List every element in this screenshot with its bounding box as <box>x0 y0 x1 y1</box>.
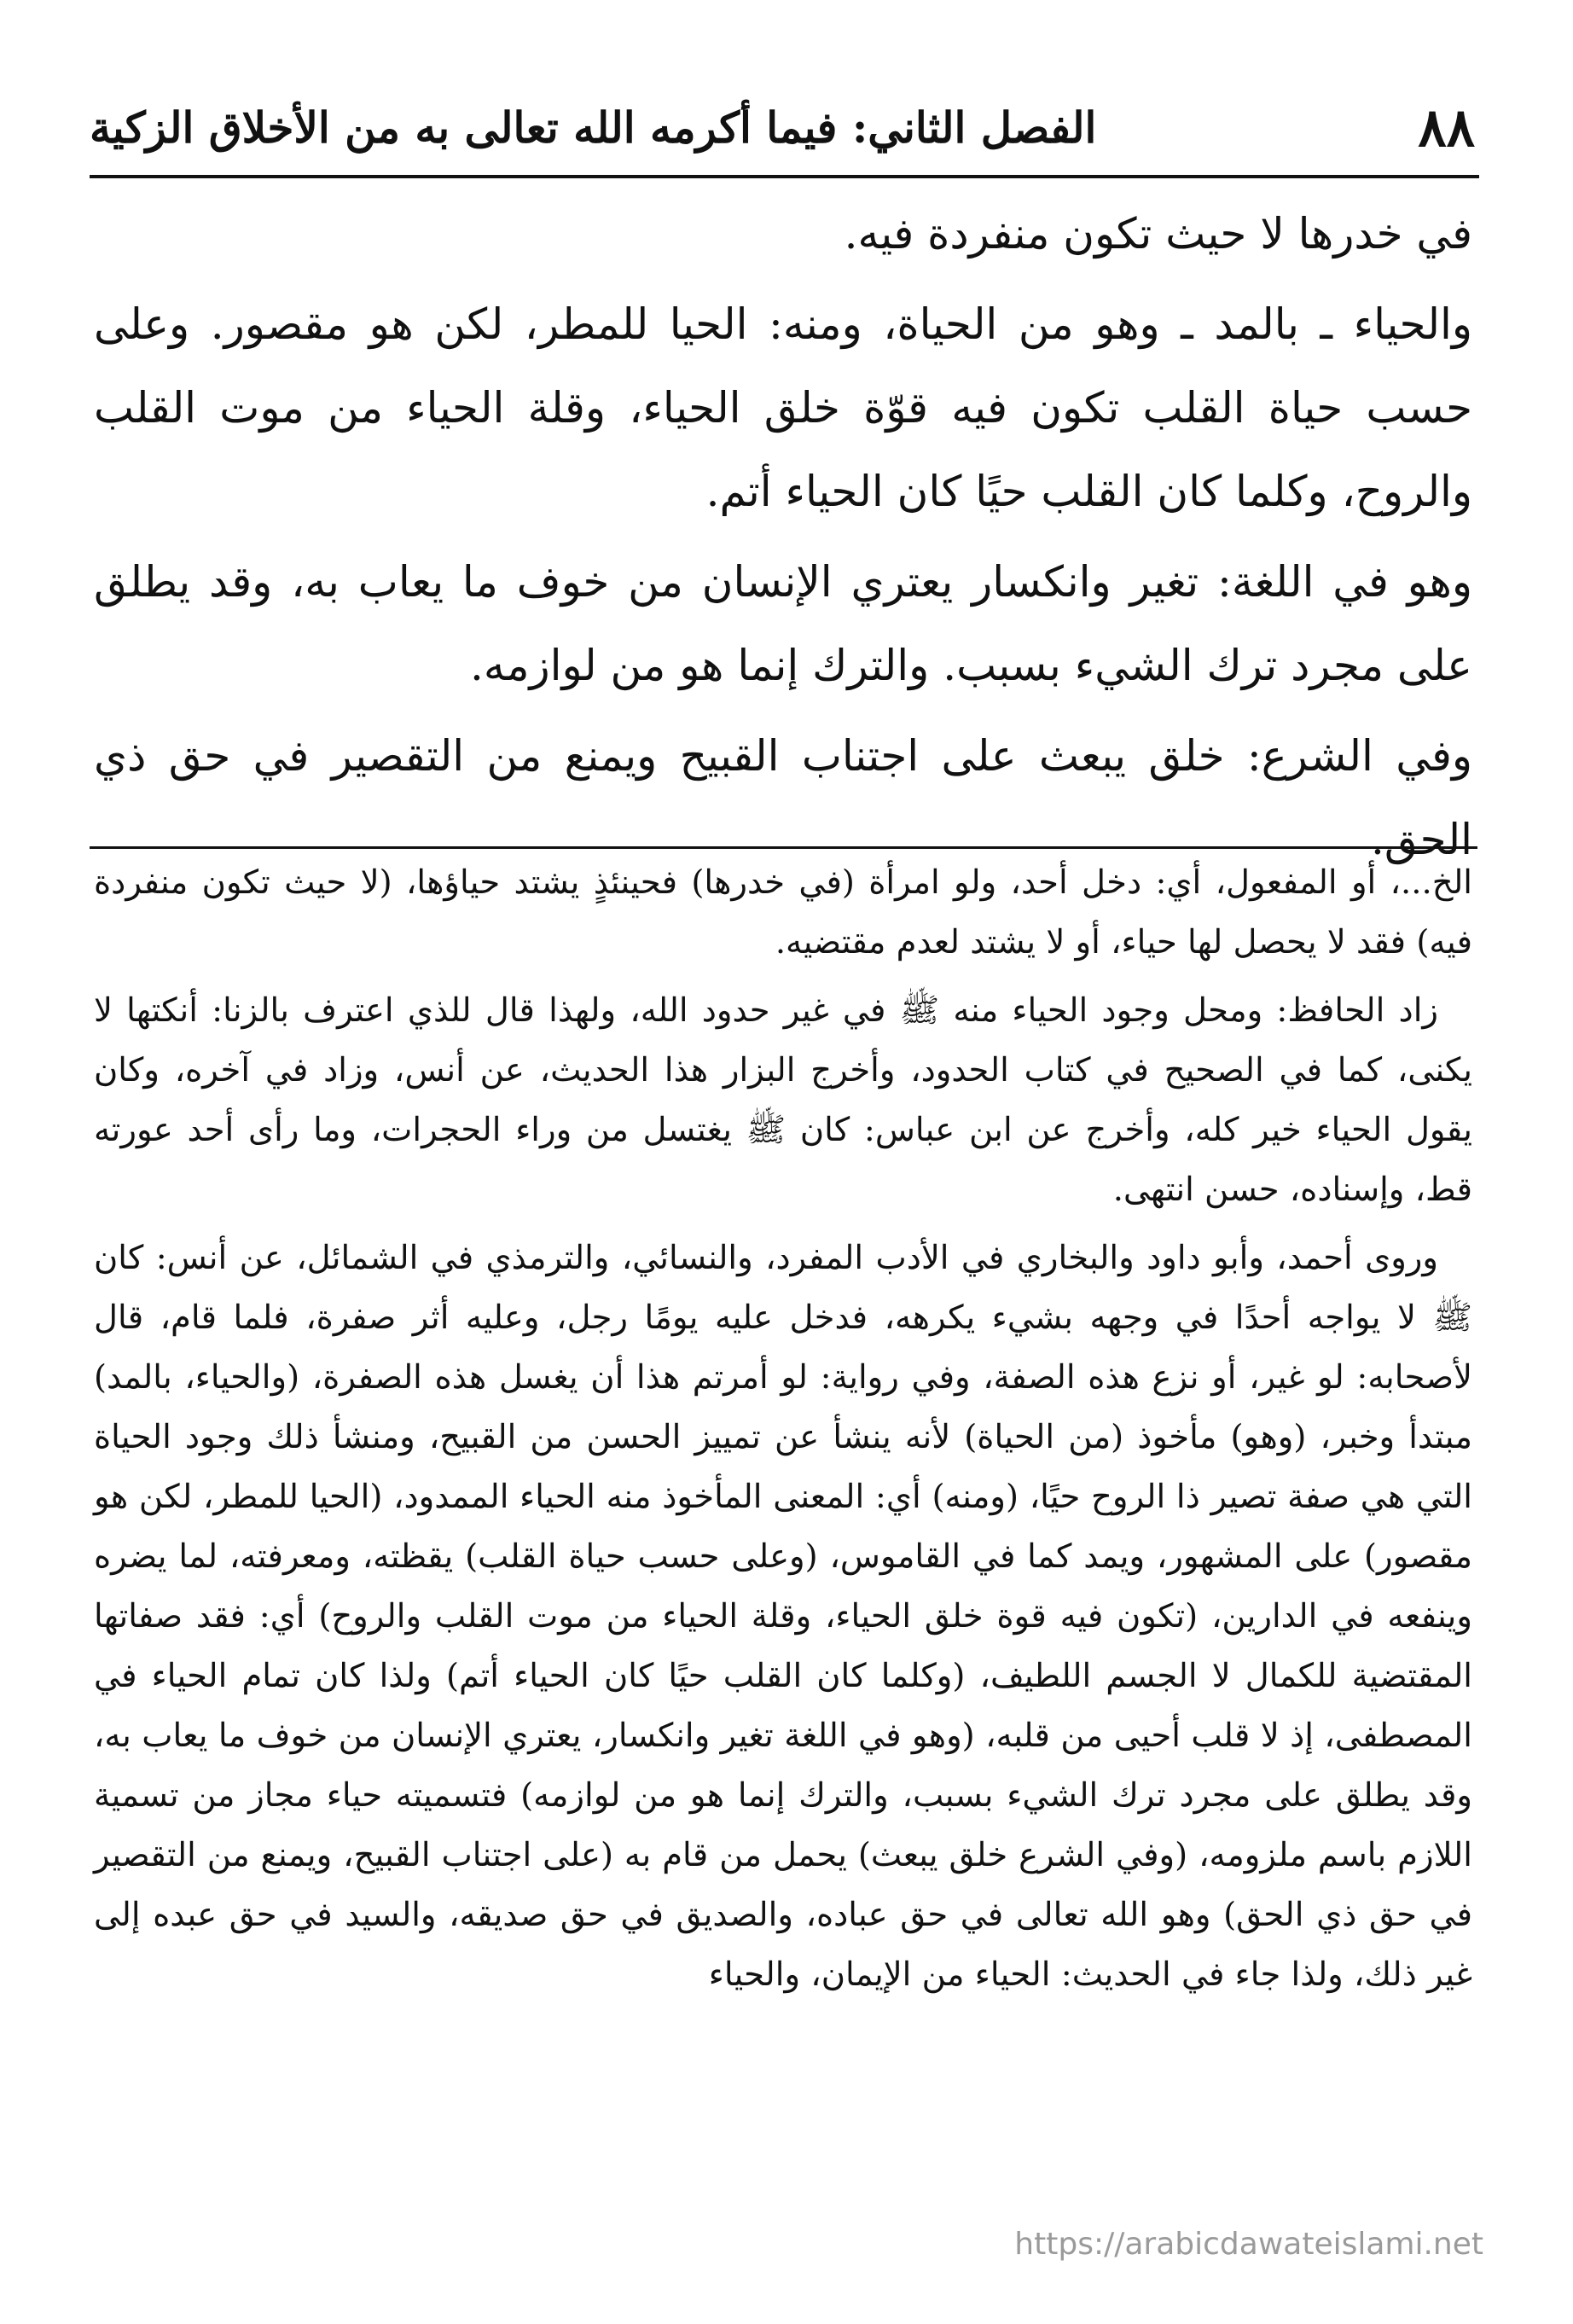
footnote-divider <box>90 846 1477 849</box>
running-title: الفصل الثاني: فيما أكرمه الله تعالى به من الأخلاق الزكية <box>90 102 1097 153</box>
main-paragraph: وهو في اللغة: تغير وانكسار يعتري الإنسان من خوف ما يعاب به، وقد يطلق على مجرد ترك الشيء بسبب. والترك إنما هو من لوازمه. <box>94 557 1472 690</box>
main-text-body <box>94 192 1472 888</box>
main-paragraph: في خدرها لا حيث تكون منفردة فيه. <box>844 209 1472 259</box>
footnote-paragraph: زاد الحافظ: ومحل وجود الحياء منه ﷺ في غير حدود الله، ولهذا قال للذي اعترف بالزنا: أنكتها لا يكنى، كما في الصحيح في كتاب الحدود، وأخرج البزار هذا الحديث، عن أنس، وزاد في آخره، وكان يقول الحياء خير كله، وأخرج عن ابن عباس: كان ﷺ يغتسل من وراء الحجرات، وما رأى أحد عورته قط، وإسناده، حسن انتهى. <box>94 991 1472 1209</box>
page-header <box>90 81 1475 175</box>
header-divider <box>90 175 1479 178</box>
footnote-paragraph: الخ...، أو المفعول، أي: دخل أحد، ولو امرأة (في خدرها) فحينئذٍ يشتد حياؤها، (لا حيث تكون منفردة فيه) فقد لا يحصل لها حياء، أو لا يشتد لعدم مقتضيه. <box>94 863 1472 962</box>
main-paragraph: والحياء ـ بالمد ـ وهو من الحياة، ومنه: الحيا للمطر، لكن هو مقصور. وعلى حسب حياة القلب تكون فيه قوّة خلق الحياء، وقلة الحياء من موت القلب والروح، وكلما كان القلب حيًا كان الحياء أتم. <box>94 299 1472 516</box>
page-number: ٨٨ <box>1418 96 1475 159</box>
footnote-paragraph: وروى أحمد، وأبو داود والبخاري في الأدب المفرد، والنسائي، والترمذي في الشمائل، عن أنس: كان ﷺ لا يواجه أحدًا في وجهه بشيء يكرهه، فدخل عليه يومًا رجل، وعليه أثر صفرة، فلما قام، قال لأصحابه: لو غير، أو نزع هذه الصفة، وفي رواية: لو أمرتم هذا أن يغسل هذه الصفرة، (والحياء، بالمد) مبتدأ وخبر، (وهو) مأخوذ (من الحياة) لأنه ينشأ عن تمييز الحسن من القبيح، ومنشأ ذلك وجود الحياة التي هي صفة تصير ذا الروح حيًا، (ومنه) أي: المعنى المأخوذ منه الحياء الممدود، (الحيا للمطر، لكن هو مقصور) على المشهور، ويمد كما في القاموس، (وعلى حسب حياة القلب) يقظته، ومعرفته، لما يضره وينفعه في الدارين، (تكون فيه قوة خلق الحياء، وقلة الحياء من موت القلب والروح) أي: فقد صفاتها المقتضية للكمال لا الجسم اللطيف، (وكلما كان القلب حيًا كان الحياء أتم) ولذا كان تمام الحياء في المصطفى، إذ لا قلب أحيى من قلبه، (وهو في اللغة تغير وانكسار، يعتري الإنسان من خوف ما يعاب به، وقد يطلق على مجرد ترك الشيء بسبب، والترك إنما هو من لوازمه) فتسميته حياء مجاز من تسمية اللازم باسم ملزومه، (وفي الشرع خلق يبعث) يحمل من قام به (على اجتناب القبيح، ويمنع من التقصير في حق ذي الحق) وهو الله تعالى في حق عباده، والصديق في حق صديقه، والسيد في حق عبده إلى غير ذلك، ولذا جاء في الحديث: الحياء من الإيمان، والحياء <box>94 1239 1472 1994</box>
source-watermark: https://arabicdawateislami.net <box>1014 2227 1483 2262</box>
main-paragraph: وفي الشرع: خلق يبعث على اجتناب القبيح ويمنع من التقصير في حق ذي الحق. <box>94 731 1472 864</box>
commentary-footnotes <box>94 853 1472 2013</box>
